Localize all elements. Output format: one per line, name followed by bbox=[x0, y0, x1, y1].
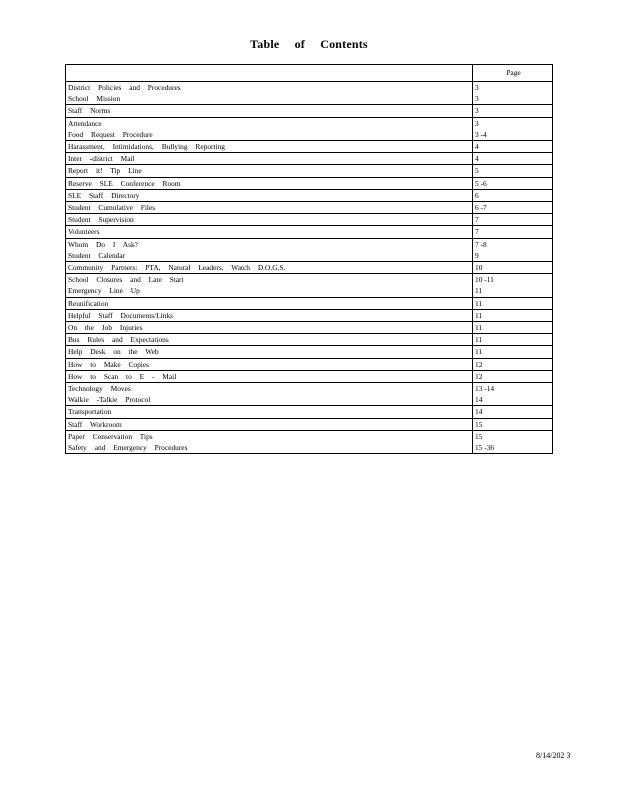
toc-page-number: 11 bbox=[473, 309, 553, 321]
toc-page-number: 7 -8 bbox=[473, 238, 553, 250]
toc-topic bbox=[66, 129, 473, 141]
toc-topic bbox=[66, 322, 473, 334]
toc-topic bbox=[66, 383, 473, 395]
toc-topic-text: Technology Moves bbox=[68, 384, 131, 394]
toc-page-number: 5 bbox=[473, 165, 553, 177]
toc-topic-text: Paper Conservation Tips bbox=[68, 431, 153, 441]
toc-header-row bbox=[66, 65, 553, 82]
toc-topic bbox=[66, 262, 473, 274]
toc-row bbox=[66, 177, 553, 189]
toc-topic-text: Student Calendar bbox=[68, 250, 126, 260]
toc-row bbox=[66, 418, 553, 430]
toc-page-number: 11 bbox=[473, 346, 553, 358]
toc-topic-text: Inter -district Mail bbox=[68, 154, 135, 164]
toc-body bbox=[66, 82, 553, 454]
toc-row bbox=[66, 105, 553, 117]
toc-topic-text: Bus Rules and Expectations bbox=[68, 335, 169, 345]
toc-page-number: 14 bbox=[473, 394, 553, 406]
toc-topic-text: District Policies and Procedures bbox=[68, 83, 181, 92]
toc-row bbox=[66, 129, 553, 141]
toc-page-number: 4 bbox=[473, 153, 553, 165]
toc-row bbox=[66, 141, 553, 153]
toc-topic-text: How to Scan to E - Mail bbox=[68, 371, 177, 381]
toc-row bbox=[66, 82, 553, 94]
toc-topic-text: Transportation bbox=[68, 407, 112, 417]
toc-row bbox=[66, 370, 553, 382]
toc-row bbox=[66, 165, 553, 177]
toc-topic bbox=[66, 430, 473, 442]
toc-topic bbox=[66, 346, 473, 358]
toc-page-number: 3 bbox=[473, 93, 553, 105]
toc-page-number: 3 bbox=[473, 117, 553, 129]
toc-topic bbox=[66, 394, 473, 406]
toc-page-number: 3 bbox=[473, 82, 553, 94]
toc-topic bbox=[66, 177, 473, 189]
toc-topic bbox=[66, 202, 473, 214]
document-title: Table of Contents bbox=[250, 37, 368, 51]
toc-topic bbox=[66, 117, 473, 129]
toc-topic bbox=[66, 93, 473, 105]
toc-topic bbox=[66, 274, 473, 286]
toc-row bbox=[66, 214, 553, 226]
toc-page-number: 15 bbox=[473, 430, 553, 442]
toc-topic-text: Walkie -Talkie Protocol bbox=[68, 395, 151, 405]
toc-topic-text: Helpful Staff Documents/Links bbox=[68, 310, 174, 320]
toc-topic-text: Reserve SLE Conference Room bbox=[68, 178, 181, 188]
toc-page-number: 11 bbox=[473, 297, 553, 309]
toc-topic bbox=[66, 238, 473, 250]
footer-date-page: 8/14/202 3 bbox=[536, 751, 571, 760]
toc-row bbox=[66, 297, 553, 309]
toc-topic-text: Emergency Line Up bbox=[68, 286, 140, 296]
toc-topic-text: Food Request Procedure bbox=[68, 129, 153, 139]
toc-topic bbox=[66, 214, 473, 226]
toc-topic bbox=[66, 189, 473, 201]
toc-row bbox=[66, 93, 553, 105]
toc-topic-text: Staff Norms bbox=[68, 106, 111, 116]
toc-page-number: 15 bbox=[473, 418, 553, 430]
toc-row bbox=[66, 202, 553, 214]
toc-page-number: 3 bbox=[473, 105, 553, 117]
toc-page-number: 9 bbox=[473, 250, 553, 262]
toc-row bbox=[66, 262, 553, 274]
toc-page-number: 13 -14 bbox=[473, 383, 553, 395]
toc-topic-text: Student Cumulative Files bbox=[68, 203, 156, 213]
toc-row bbox=[66, 309, 553, 321]
toc-row bbox=[66, 250, 553, 262]
toc-page-number: 10 bbox=[473, 262, 553, 274]
toc-topic bbox=[66, 250, 473, 262]
toc-row bbox=[66, 153, 553, 165]
toc-table bbox=[65, 64, 553, 454]
toc-topic bbox=[66, 309, 473, 321]
toc-topic-text: School Closures and Late Start bbox=[68, 275, 184, 285]
toc-topic bbox=[66, 297, 473, 309]
toc-topic bbox=[66, 165, 473, 177]
toc-page-number: 12 bbox=[473, 358, 553, 370]
toc-topic bbox=[66, 442, 473, 454]
toc-topic-text: Community Partners: PTA, Natural Leaders, Watch D.O.G.S. bbox=[68, 263, 286, 273]
toc-topic-text: Report it! Tip Line bbox=[68, 166, 142, 176]
toc-topic bbox=[66, 358, 473, 370]
toc-topic-text: School Mission bbox=[68, 94, 121, 104]
toc-row bbox=[66, 117, 553, 129]
toc-topic-text: On the Job Injuries bbox=[68, 323, 143, 333]
toc-page-number: 6 -7 bbox=[473, 202, 553, 214]
toc-topic bbox=[66, 334, 473, 346]
toc-page-number: 12 bbox=[473, 370, 553, 382]
toc-topic bbox=[66, 82, 473, 94]
toc-topic-text: Help Desk on the Web bbox=[68, 347, 159, 357]
toc-row bbox=[66, 238, 553, 250]
toc-page-number: 15 -36 bbox=[473, 442, 553, 454]
toc-row bbox=[66, 358, 553, 370]
toc-page-number: 7 bbox=[473, 214, 553, 226]
toc-topic bbox=[66, 418, 473, 430]
toc-topic-text: Student Supervision bbox=[68, 215, 134, 225]
toc-page-number: 11 bbox=[473, 322, 553, 334]
toc-topic bbox=[66, 153, 473, 165]
toc-row bbox=[66, 406, 553, 418]
toc-row bbox=[66, 334, 553, 346]
toc-topic bbox=[66, 105, 473, 117]
toc-topic bbox=[66, 370, 473, 382]
toc-topic-text: Volunteers bbox=[68, 227, 100, 237]
toc-page-number: 6 bbox=[473, 189, 553, 201]
toc-page-number: 7 bbox=[473, 226, 553, 238]
topic-column-header bbox=[66, 65, 473, 82]
toc-topic-text: How to Make Copies bbox=[68, 359, 150, 369]
toc-row bbox=[66, 285, 553, 297]
toc-row bbox=[66, 226, 553, 238]
toc-topic-text: Harassment, Intimidations, Bullying Reporting bbox=[68, 142, 225, 152]
toc-page-number: 10 -11 bbox=[473, 274, 553, 286]
toc-row bbox=[66, 274, 553, 286]
toc-topic-text: Reunification bbox=[68, 298, 109, 308]
toc-row bbox=[66, 189, 553, 201]
toc-topic-text: Whom Do I Ask? bbox=[68, 239, 138, 249]
toc-row bbox=[66, 442, 553, 454]
toc-topic-text: Attendance bbox=[68, 118, 102, 128]
toc-page-number: 4 bbox=[473, 141, 553, 153]
toc-page-number: 11 bbox=[473, 285, 553, 297]
toc-topic bbox=[66, 226, 473, 238]
toc-topic-text: Safety and Emergency Procedures bbox=[68, 443, 188, 453]
toc-page-number: 14 bbox=[473, 406, 553, 418]
toc-topic bbox=[66, 406, 473, 418]
toc-topic-text: SLE Staff Directory bbox=[68, 190, 140, 200]
toc-row bbox=[66, 346, 553, 358]
toc-page-number: 3 -4 bbox=[473, 129, 553, 141]
page-column-header: Page bbox=[473, 65, 553, 82]
toc-row bbox=[66, 394, 553, 406]
toc-row bbox=[66, 430, 553, 442]
toc-page-number: 5 -6 bbox=[473, 177, 553, 189]
toc-row bbox=[66, 383, 553, 395]
toc-topic-text: Staff Workroom bbox=[68, 419, 122, 429]
toc-page-number: 11 bbox=[473, 334, 553, 346]
toc-topic bbox=[66, 285, 473, 297]
toc-topic bbox=[66, 141, 473, 153]
toc-row bbox=[66, 322, 553, 334]
